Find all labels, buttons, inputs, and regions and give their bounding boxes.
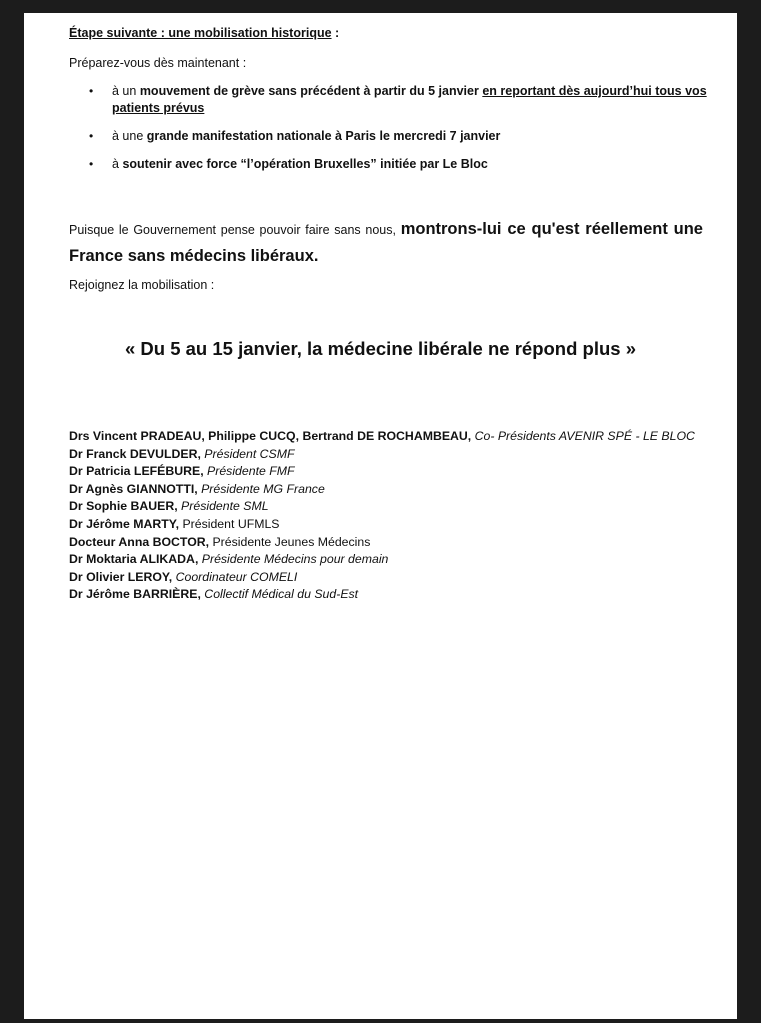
join-text: Rejoignez la mobilisation : xyxy=(69,278,215,292)
list-item xyxy=(69,156,709,173)
paragraph-plain: Puisque le Gouvernement pense pouvoir faire sans nous, xyxy=(69,223,401,237)
signatories-list xyxy=(69,428,695,604)
bullet-icon: • xyxy=(89,157,94,171)
slogan: « Du 5 au 15 janvier, la médecine libérale ne répond plus » xyxy=(124,338,636,359)
section-heading xyxy=(69,26,339,40)
heading-title: Étape suivante : une mobilisation historique xyxy=(69,26,332,40)
signatory-name: Dr Olivier LEROY, xyxy=(69,569,173,584)
bullet-icon: • xyxy=(89,129,94,143)
action-list xyxy=(69,83,709,184)
signatory-name: Dr Moktaria ALIKADA, xyxy=(69,552,199,567)
call-paragraph xyxy=(69,216,703,270)
heading-colon: : xyxy=(331,26,340,40)
signatory-name: Dr Jérôme MARTY, xyxy=(69,516,180,531)
signatory-row xyxy=(69,551,695,569)
signatory-name: Dr Franck DEVULDER, xyxy=(69,446,201,461)
signatory-row xyxy=(69,534,695,552)
intro-text: Préparez-vous dès maintenant : xyxy=(69,56,247,70)
signatory-role: Président CSMF xyxy=(200,446,295,461)
signatory-row xyxy=(69,586,695,604)
list-item-bold: grande manifestation nationale à Paris le mercredi 7 janvier xyxy=(146,129,501,143)
signatory-row xyxy=(69,463,695,481)
signatory-role: Collectif Médical du Sud-Est xyxy=(200,587,359,602)
signatory-row xyxy=(69,498,695,516)
signatory-role: Présidente FMF xyxy=(203,464,295,479)
signatory-name: Dr Sophie BAUER, xyxy=(69,499,178,514)
list-item-bold: mouvement de grève sans précédent à partir du 5 janvier xyxy=(139,84,483,98)
list-item xyxy=(69,128,709,145)
signatory-row xyxy=(69,481,695,499)
signatory-row xyxy=(69,569,695,587)
bullet-icon: • xyxy=(89,84,94,98)
signatory-role: Présidente MG France xyxy=(197,481,325,496)
paragraph-emphasis: montrons-lui ce qu'est réellement une France sans médecins libéraux. xyxy=(69,220,703,265)
list-item-pre: à un xyxy=(112,84,140,98)
signatory-role: Coordinateur COMELI xyxy=(172,569,298,584)
signatory-role: Présidente Jeunes Médecins xyxy=(209,534,371,549)
signatory-row xyxy=(69,428,695,446)
signatory-name: Dr Patricia LEFÉBURE, xyxy=(69,464,204,479)
signatory-row xyxy=(69,516,695,534)
signatory-role: Présidente SML xyxy=(177,499,269,514)
list-item-bold: soutenir avec force “l’opération Bruxelles” initiée par Le Bloc xyxy=(122,157,488,171)
signatory-role: Président UFMLS xyxy=(179,516,280,531)
document-page xyxy=(24,13,737,1019)
signatory-role: Co- Présidents AVENIR SPÉ - LE BLOC xyxy=(471,429,695,443)
signatory-name: Drs Vincent PRADEAU, Philippe CUCQ, Bertrand DE ROCHAMBEAU, xyxy=(69,429,472,443)
signatory-name: Dr Agnès GIANNOTTI, xyxy=(69,481,198,496)
list-item xyxy=(69,83,709,117)
signatory-name: Dr Jérôme BARRIÈRE, xyxy=(69,587,201,602)
signatory-row xyxy=(69,446,695,464)
list-item-pre: à xyxy=(112,157,123,171)
list-item-underlined: en reportant dès aujourd’hui tous vos patients prévus xyxy=(112,84,707,115)
signatory-role: Présidente Médecins pour demain xyxy=(198,552,389,567)
signatory-name: Docteur Anna BOCTOR, xyxy=(69,534,210,549)
list-item-pre: à une xyxy=(112,129,147,143)
